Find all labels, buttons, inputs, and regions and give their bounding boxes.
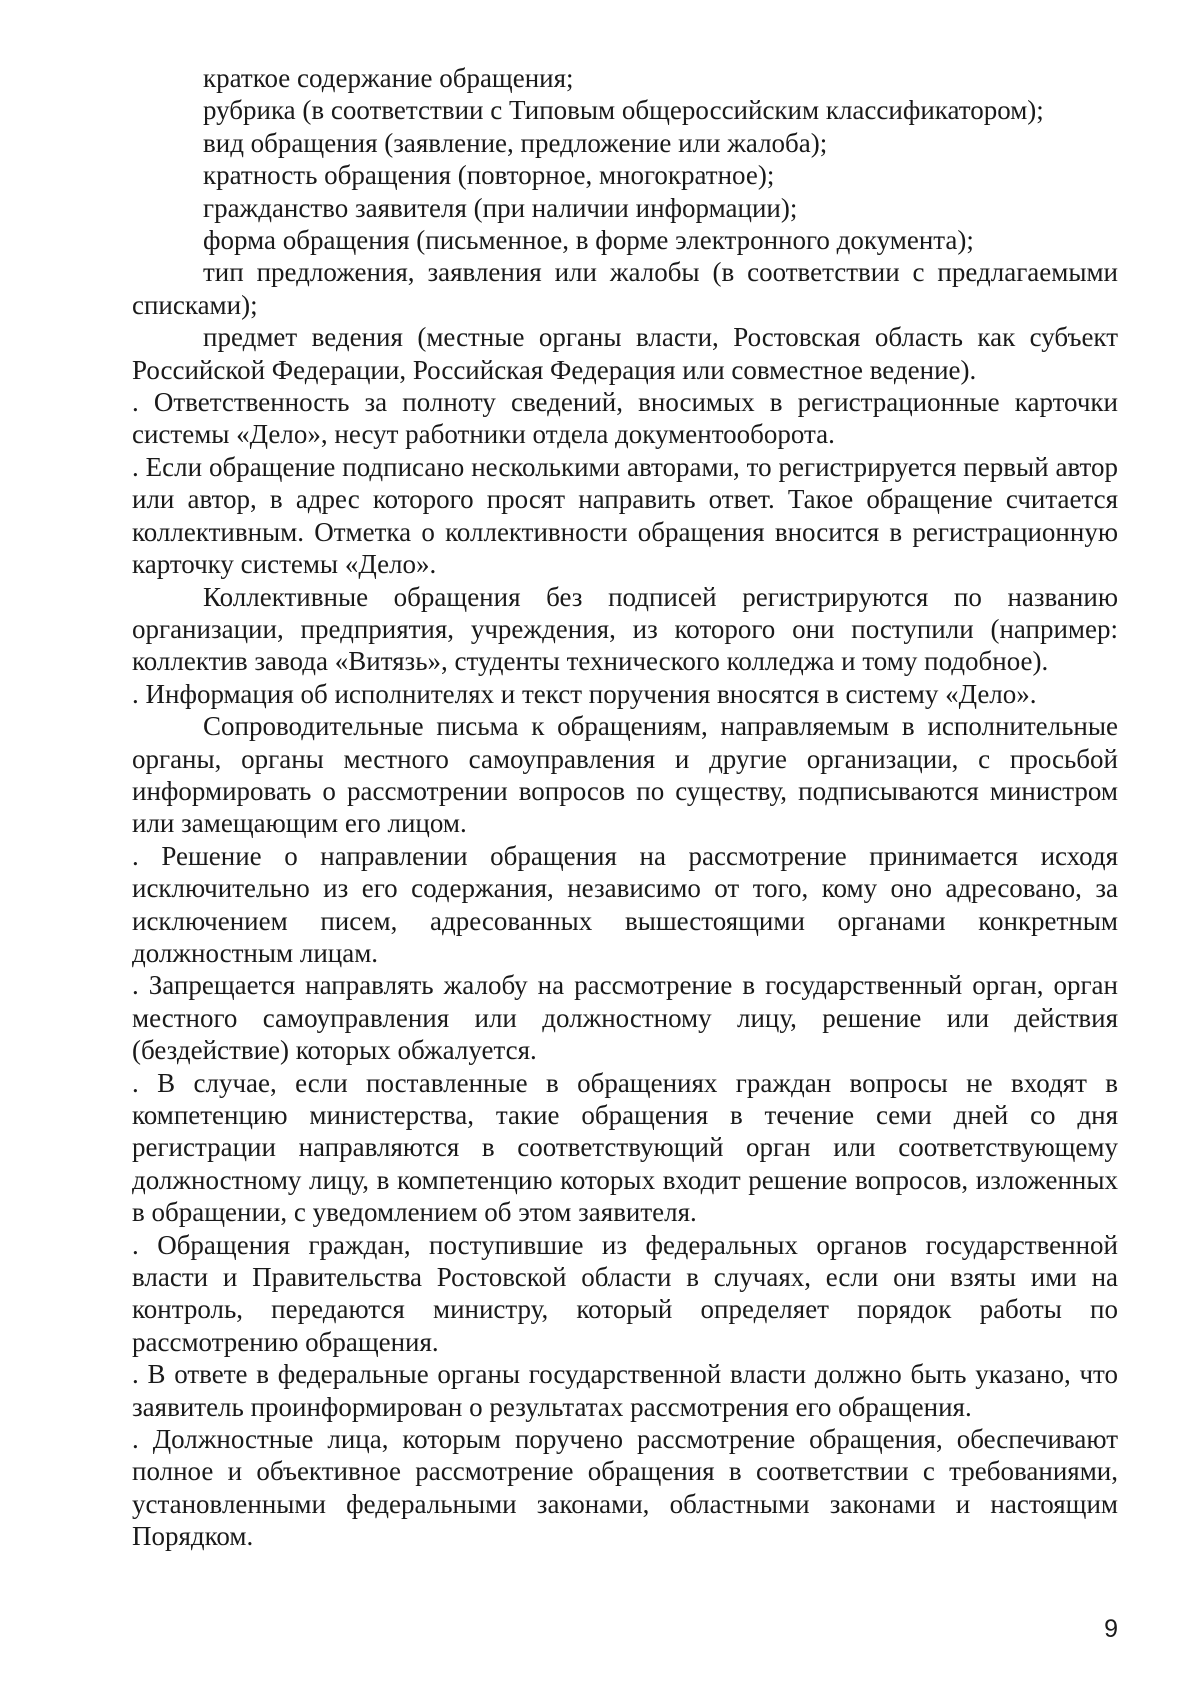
document-body xyxy=(132,62,1118,1553)
paragraph-collective-unsigned: Коллективные обращения без подписей регистрируются по названию организации, предприятия, учреждения, из которого они поступили (например: коллектив завода «Витязь», студенты технического колледжа и тому подобное). xyxy=(132,581,1118,677)
list-item-rubric: рубрика (в соответствии с Типовым общероссийским классификатором); xyxy=(203,95,1044,126)
list-item-multiplicity: кратность обращения (повторное, многократное); xyxy=(203,160,775,191)
paragraph-outside-competence: . В случае, если поставленные в обращениях граждан вопросы не входят в компетенцию министерства, такие обращения в течение семи дней со дня регистрации направляются в соответствующий орган или соответствующему должностному лицу, в компетенцию которых входит решение вопросов, изложенных в обращении, с уведомлением об этом заявителя. xyxy=(132,1067,1118,1228)
list-item-type: вид обращения (заявление, предложение или жалоба); xyxy=(203,127,828,158)
page-number: 9 xyxy=(1104,1615,1118,1643)
list-item-citizenship: гражданство заявителя (при наличии информации); xyxy=(203,192,798,223)
paragraph-federal-appeals: . Обращения граждан, поступившие из федеральных органов государственной власти и Правительства Ростовской области в случаях, если они взяты ими на контроль, передаются министру, который определяет порядок работы по рассмотрению обращения. xyxy=(132,1229,1118,1357)
paragraph-complaint-prohibition: . Запрещается направлять жалобу на рассмотрение в государственный орган, орган местного самоуправления или должностному лицу, решение или действия (бездействие) которых обжалуется. xyxy=(132,970,1118,1066)
list-item-proposal-type: тип предложения, заявления или жалобы (в соответствии с предлагаемыми списками); xyxy=(132,257,1118,320)
paragraph-referral-decision: . Решение о направлении обращения на рассмотрение принимается исходя исключительно из его содержания, независимо от того, кому оно адресовано, за исключением писем, адресованных вышестоящими органами конкретным должностным лицам. xyxy=(132,840,1118,968)
list-item-form: форма обращения (письменное, в форме электронного документа); xyxy=(203,225,974,256)
paragraph-responsibility: . Ответственность за полноту сведений, вносимых в регистрационные карточки системы «Дело», несут работники отдела документооборота. xyxy=(132,387,1118,450)
paragraph-executors-info: . Информация об исполнителях и текст поручения вносятся в систему «Дело». xyxy=(132,678,1037,709)
list-item-summary: краткое содержание обращения; xyxy=(203,63,574,93)
paragraph-federal-response: . В ответе в федеральные органы государственной власти должно быть указано, что заявитель проинформирован о результатах рассмотрения его обращения. xyxy=(132,1359,1118,1422)
paragraph-multiple-authors: . Если обращение подписано несколькими авторами, то регистрируется первый автор или автор, в адрес которого просят направить ответ. Такое обращение считается коллективным. Отметка о коллективности обращения вносится в регистрационную карточку системы «Дело». xyxy=(132,451,1118,580)
paragraph-cover-letters: Сопроводительные письма к обращениям, направляемым в исполнительные органы, органы местного самоуправления и другие организации, с просьбой информировать о рассмотрении вопросов по существу, подписываются министром или замещающим его лицом. xyxy=(132,711,1118,839)
list-item-jurisdiction: предмет ведения (местные органы власти, Ростовская область как субъект Российской Федерации, Российская Федерация или совместное ведение). xyxy=(132,322,1118,385)
paragraph-officials-duties: . Должностные лица, которым поручено рассмотрение обращения, обеспечивают полное и объективное рассмотрение обращения в соответствии с требованиями, установленными федеральными законами, областными законами и настоящим Порядком. xyxy=(132,1424,1118,1552)
